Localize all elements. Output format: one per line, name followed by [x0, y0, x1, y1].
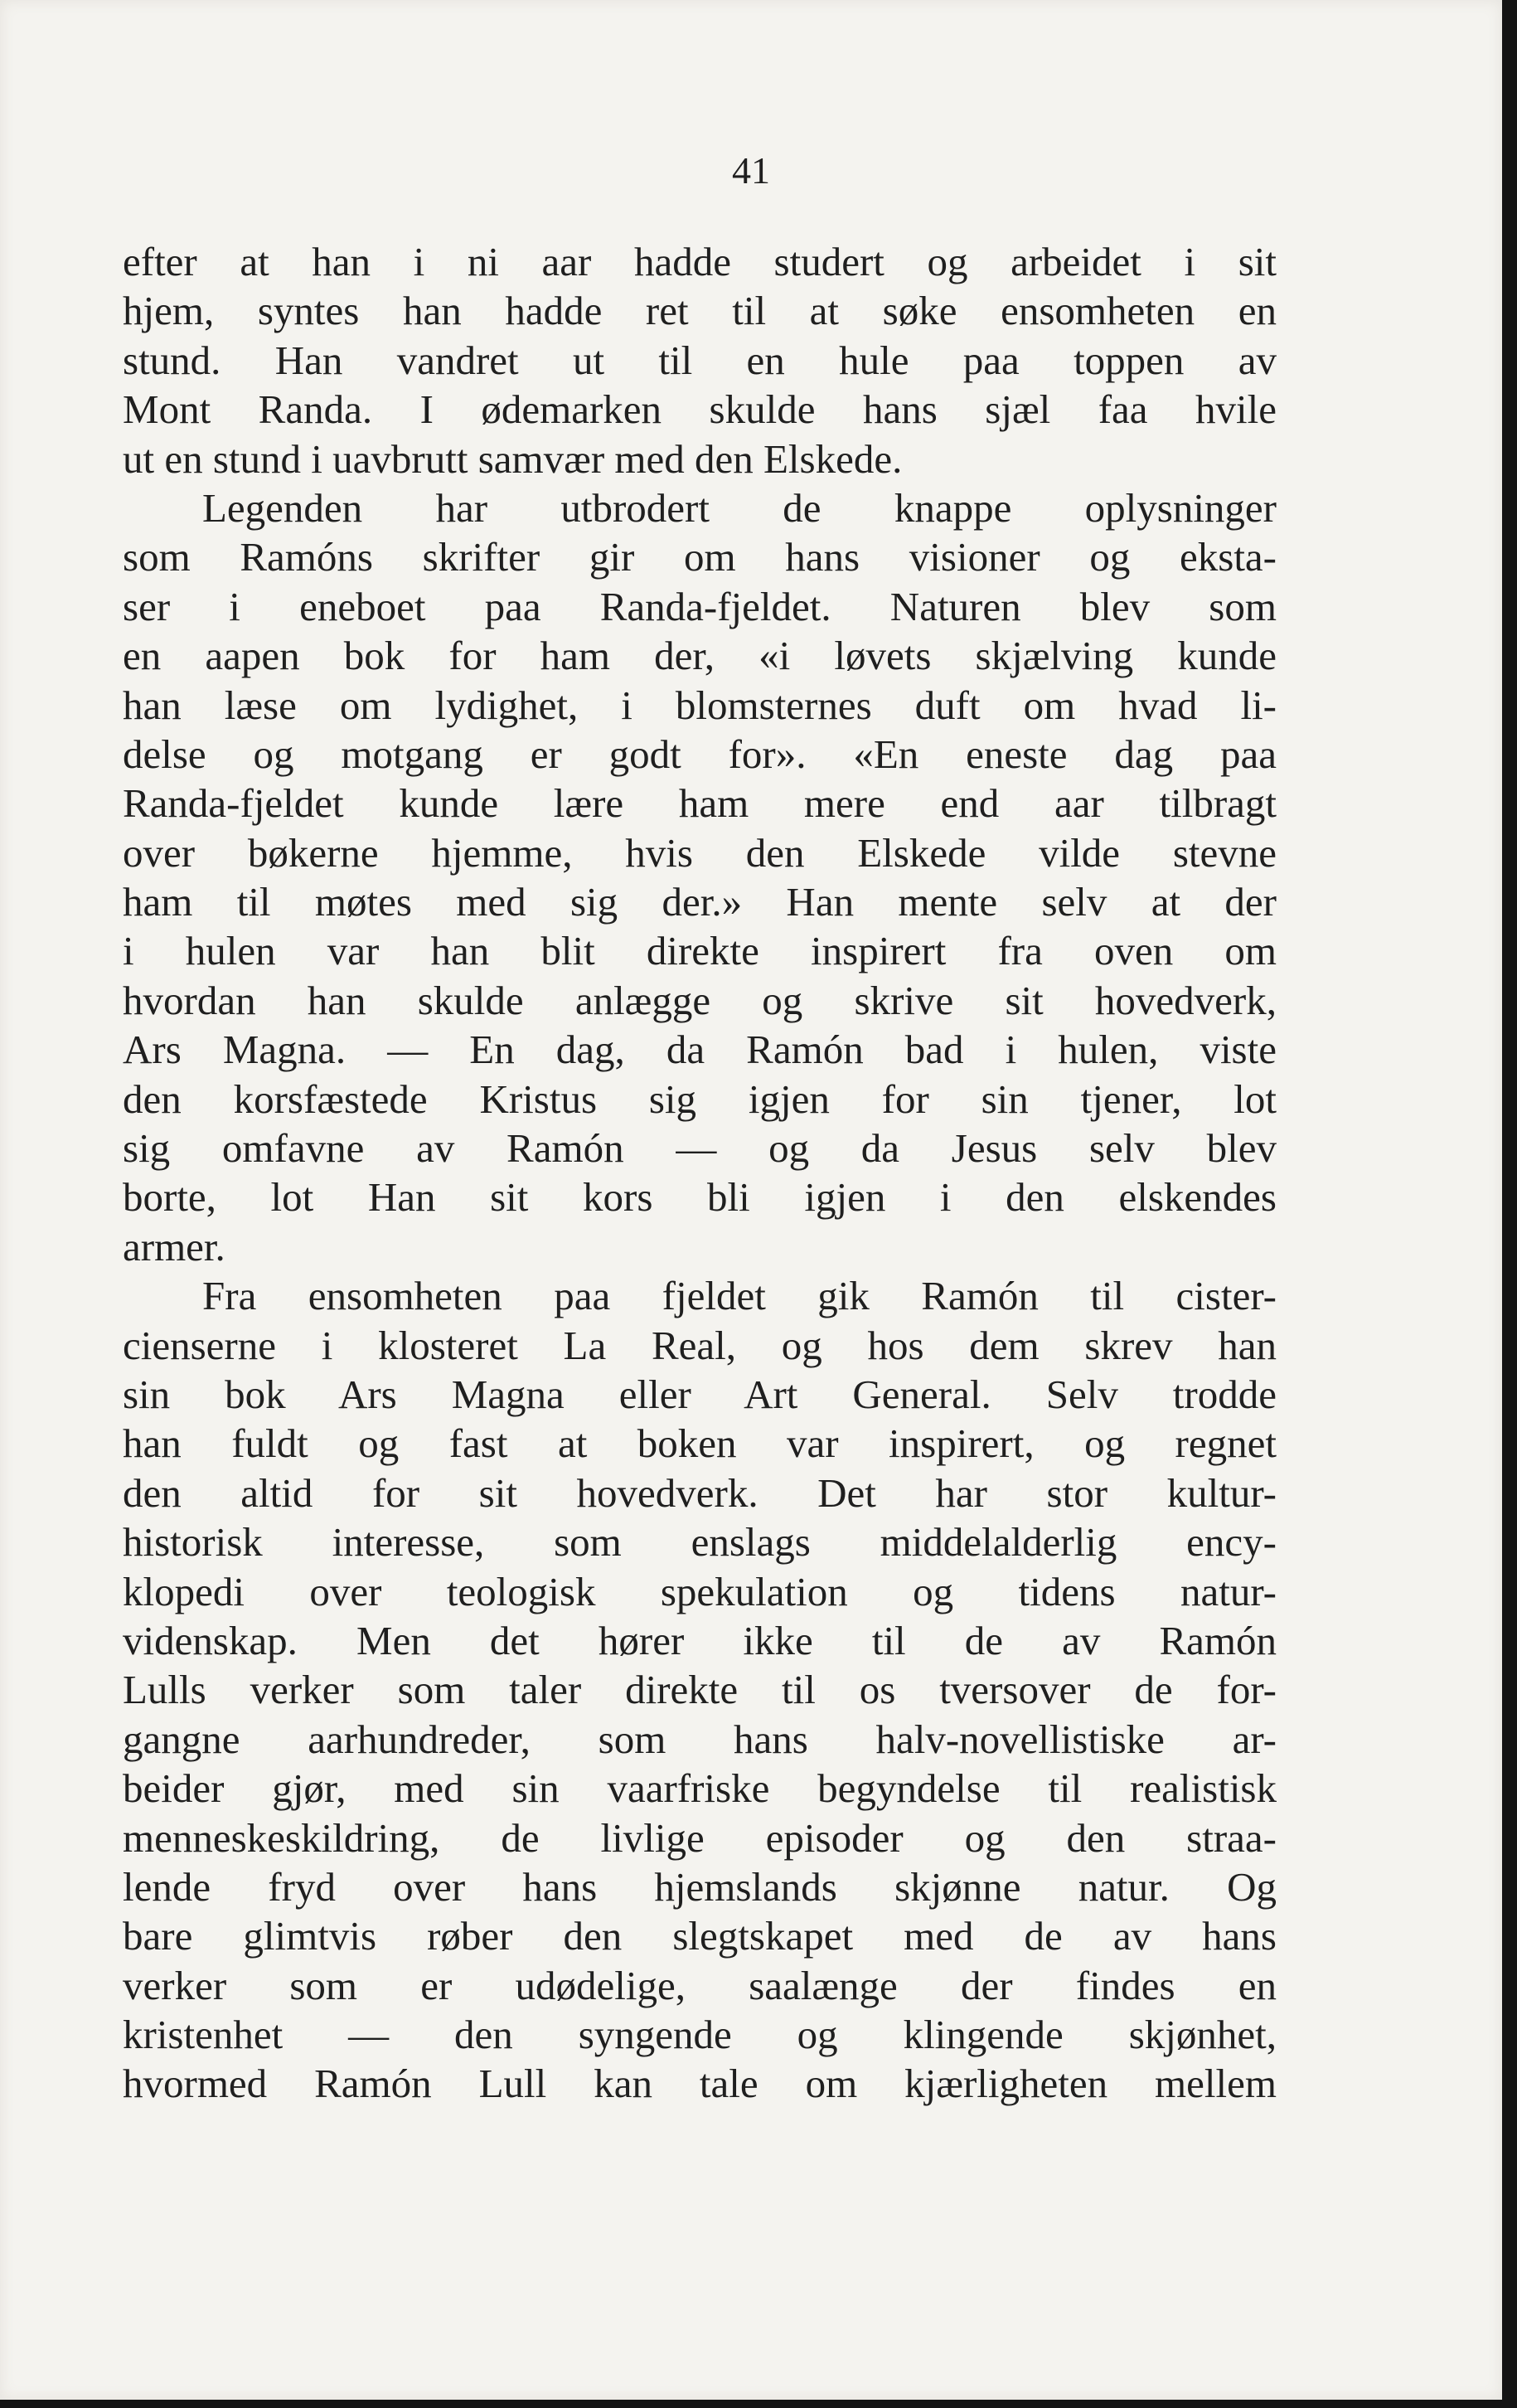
text-line: kristenhet — den syngende og klingende skjønhet, — [123, 2012, 1277, 2058]
text-line: cienserne i klosteret La Real, og hos dem skrev han — [123, 1322, 1277, 1368]
text-line: gangne aarhundreder, som hans halv-novellistiske ar- — [123, 1716, 1277, 1762]
text-line: han fuldt og fast at boken var inspirert, og regnet — [123, 1420, 1277, 1467]
text-line: Fra ensomheten paa fjeldet gik Ramón til cister- — [202, 1273, 1277, 1319]
text-line: verker som er udødelige, saalænge der findes en — [123, 1962, 1277, 2008]
text-line: over bøkerne hjemme, hvis den Elskede vilde stevne — [123, 829, 1277, 876]
text-line: bare glimtvis røber den slegtskapet med de av hans — [123, 1913, 1277, 1959]
text-line: ut en stund i uavbrutt samvær med den Elskede. — [123, 435, 903, 482]
text-line: armer. — [123, 1223, 225, 1270]
text-line: som Ramóns skrifter gir om hans visioner og eksta- — [123, 534, 1277, 580]
scan-edge-right — [1502, 0, 1517, 2408]
text-line: hvordan han skulde anlægge og skrive sit hovedverk, — [123, 977, 1277, 1023]
text-line: sig omfavne av Ramón — og da Jesus selv blev — [123, 1125, 1277, 1172]
text-line: sin bok Ars Magna eller Art General. Selv trodde — [123, 1371, 1277, 1417]
text-line: efter at han i ni aar hadde studert og arbeidet i sit — [123, 239, 1277, 284]
text-line: ser i eneboet paa Randa-fjeldet. Naturen blev som — [123, 583, 1277, 629]
text-line: i hulen var han blit direkte inspirert fra oven om — [123, 928, 1277, 974]
text-line: ham til møtes med sig der.» Han mente selv at der — [123, 879, 1277, 925]
text-line: en aapen bok for ham der, «i løvets skjælving kunde — [123, 633, 1277, 679]
text-line: den korsfæstede Kristus sig igjen for sin tjener, lot — [123, 1075, 1277, 1122]
scan-edge-bottom — [0, 2400, 1517, 2408]
text-line: Legenden har utbrodert de knappe oplysninger — [202, 484, 1277, 531]
page-number: 41 — [732, 149, 770, 192]
text-line: hjem, syntes han hadde ret til at søke ensomheten en — [123, 288, 1277, 334]
text-line: beider gjør, med sin vaarfriske begyndelse til realistisk — [123, 1765, 1277, 1812]
text-line: videnskap. Men det hører ikke til de av Ramón — [123, 1617, 1277, 1663]
text-line: hvormed Ramón Lull kan tale om kjærligheten mellem — [123, 2061, 1277, 2107]
text-line: Randa-fjeldet kunde lære ham mere end aar tilbragt — [123, 780, 1277, 827]
text-line: lende fryd over hans hjemslands skjønne natur. Og — [123, 1863, 1277, 1910]
text-line: stund. Han vandret ut til en hule paa toppen av — [123, 337, 1277, 383]
text-line: delse og motgang er godt for». «En eneste dag paa — [123, 731, 1277, 777]
text-line: Mont Randa. I ødemarken skulde hans sjæl faa hvile — [123, 386, 1277, 433]
text-line: borte, lot Han sit kors bli igjen i den elskendes — [123, 1174, 1277, 1221]
text-line: Ars Magna. — En dag, da Ramón bad i hulen, viste — [123, 1027, 1277, 1073]
body-text — [123, 237, 1277, 2109]
text-line: menneskeskildring, de livlige episoder og den straa- — [123, 1814, 1277, 1861]
text-line: han læse om lydighet, i blomsternes duft om hvad li- — [123, 682, 1277, 728]
text-line: historisk interesse, som enslags middelalderlig ency- — [123, 1519, 1277, 1566]
text-line: klopedi over teologisk spekulation og tidens natur- — [123, 1568, 1277, 1614]
text-line: den altid for sit hovedverk. Det har stor kultur- — [123, 1469, 1277, 1516]
text-line: Lulls verker som taler direkte til os tversover de for- — [123, 1667, 1277, 1713]
